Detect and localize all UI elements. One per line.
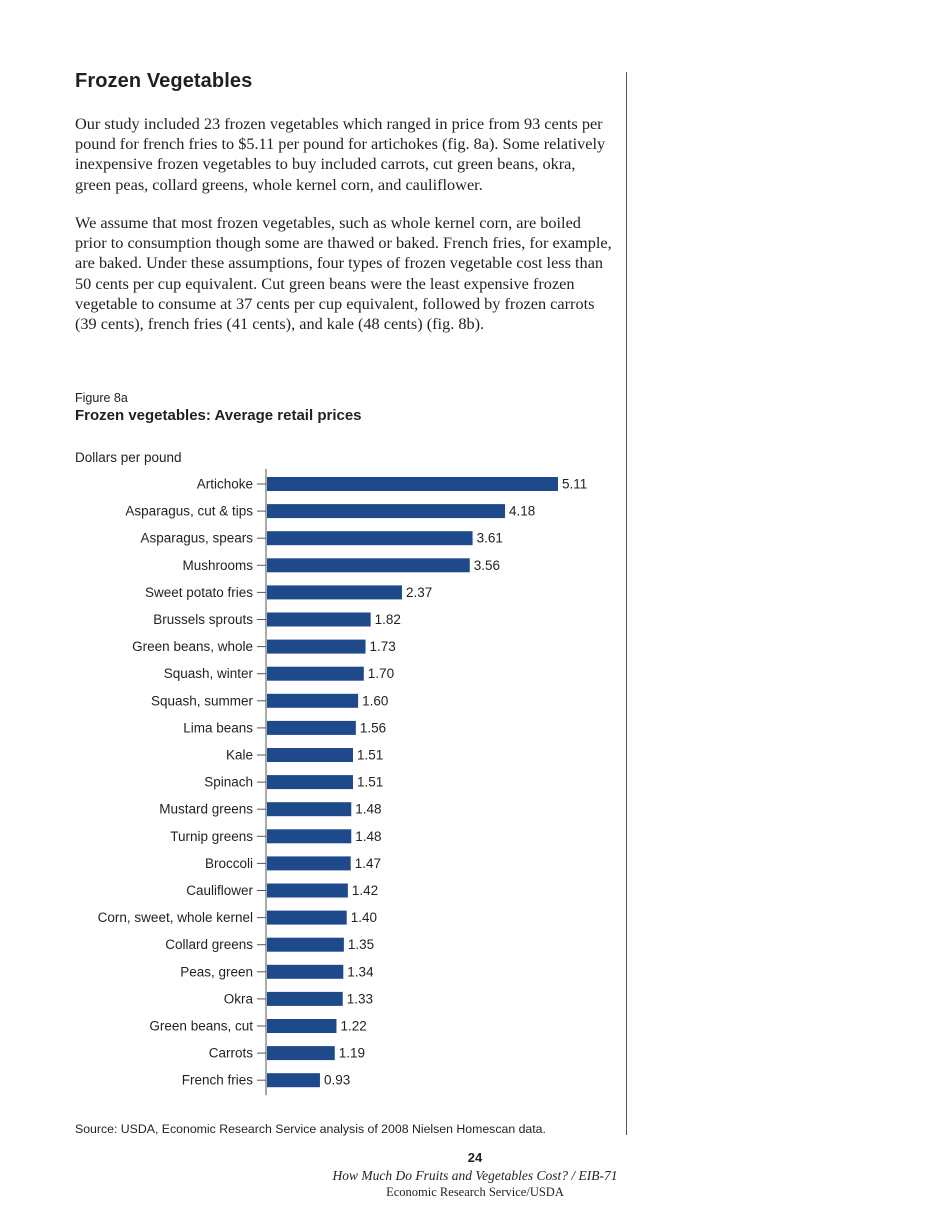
page-number: 24 bbox=[467, 1150, 483, 1165]
chart-value-label: 1.19 bbox=[338, 1045, 366, 1061]
chart-category-label: Squash, winter bbox=[163, 666, 253, 682]
chart-bar bbox=[267, 1046, 335, 1060]
chart-value-label: 1.73 bbox=[369, 639, 396, 655]
chart-category-label: Brussels sprouts bbox=[153, 612, 253, 627]
chart-category-label: Squash, summer bbox=[150, 693, 253, 709]
chart-value-label: 1.42 bbox=[351, 883, 379, 898]
chart-value-label: 1.47 bbox=[354, 855, 381, 871]
chart-bar bbox=[267, 884, 348, 898]
chart-category-label: Mustard greens bbox=[159, 801, 253, 817]
chart-value-label: 1.60 bbox=[362, 693, 389, 709]
chart-value-label: 1.56 bbox=[359, 720, 387, 736]
chart-bar bbox=[267, 694, 358, 708]
chart-category-label: Carrots bbox=[208, 1045, 253, 1061]
chart-category-label: Asparagus, spears bbox=[140, 530, 253, 546]
chart-value-label: 1.82 bbox=[374, 612, 401, 627]
chart-category-label: Corn, sweet, whole kernel bbox=[97, 910, 253, 926]
bar-chart bbox=[0, 460, 640, 1100]
chart-category-label: Artichoke bbox=[196, 476, 253, 492]
chart-value-label: 1.33 bbox=[346, 991, 374, 1007]
chart-value-label: 4.18 bbox=[509, 503, 536, 519]
chart-bar bbox=[267, 585, 402, 599]
chart-value-label: 5.11 bbox=[562, 476, 588, 492]
chart-value-label: 1.51 bbox=[356, 747, 384, 763]
chart-bar bbox=[267, 613, 371, 627]
body-paragraph-1: Our study included 23 frozen vegetables which ranged in price from 93 cents per pound for french fries to $5.11 per pound for artichokes (fig. 8a). Some relatively inexpensive frozen vegetables to buy included carrots, cut green beans, okra, green peas, collard greens, whole kernel corn, and cauliflower. bbox=[75, 114, 606, 194]
chart-bar bbox=[267, 477, 558, 491]
chart-bar bbox=[267, 504, 505, 518]
chart-bar bbox=[267, 965, 343, 979]
chart-value-label: 3.56 bbox=[473, 557, 501, 573]
chart-bar bbox=[267, 1073, 320, 1087]
chart-category-label: Green beans, cut bbox=[149, 1018, 253, 1034]
chart-value-label: 2.37 bbox=[405, 584, 433, 600]
chart-bar bbox=[267, 802, 351, 816]
chart-category-label: Collard greens bbox=[165, 937, 253, 953]
chart-bar bbox=[267, 558, 470, 572]
chart-unit-label: Dollars per pound bbox=[75, 450, 182, 465]
chart-bar bbox=[267, 531, 473, 545]
chart-category-label: Cauliflower bbox=[186, 883, 253, 898]
chart-bar bbox=[267, 667, 364, 681]
chart-category-label: Asparagus, cut & tips bbox=[125, 503, 253, 519]
footer-organization: Economic Research Service/USDA bbox=[386, 1185, 564, 1199]
chart-bar bbox=[267, 992, 343, 1006]
chart-bar bbox=[267, 938, 344, 952]
chart-value-label: 0.93 bbox=[323, 1072, 351, 1088]
chart-bar bbox=[267, 911, 347, 925]
chart-value-label: 1.70 bbox=[367, 666, 395, 682]
chart-value-label: 1.22 bbox=[340, 1018, 367, 1034]
chart-category-label: Green beans, whole bbox=[132, 639, 253, 655]
chart-bar bbox=[267, 829, 351, 843]
chart-bar bbox=[267, 721, 356, 735]
chart-category-label: Broccoli bbox=[204, 855, 253, 871]
chart-category-label: Peas, green bbox=[180, 964, 253, 980]
chart-category-label: Mushrooms bbox=[182, 557, 253, 573]
chart-value-label: 1.48 bbox=[355, 828, 382, 844]
chart-category-label: Okra bbox=[223, 991, 253, 1007]
chart-bar bbox=[267, 640, 366, 654]
chart-category-label: Kale bbox=[225, 747, 253, 763]
footer-publication-title: How Much Do Fruits and Vegetables Cost? / EIB-71 bbox=[332, 1168, 618, 1183]
chart-bar bbox=[267, 1019, 336, 1033]
chart-category-label: Sweet potato fries bbox=[144, 584, 253, 600]
chart-value-label: 1.48 bbox=[355, 801, 382, 817]
figure-label: Figure 8a bbox=[75, 391, 128, 405]
chart-bar bbox=[267, 748, 353, 762]
chart-category-label: Lima beans bbox=[183, 720, 253, 736]
chart-value-label: 1.40 bbox=[350, 910, 378, 926]
chart-bar bbox=[267, 775, 353, 789]
chart-category-label: Turnip greens bbox=[170, 828, 253, 844]
chart-category-label: Spinach bbox=[204, 774, 253, 790]
chart-value-label: 1.35 bbox=[347, 937, 375, 953]
figure-source-note: Source: USDA, Economic Research Service analysis of 2008 Nielsen Homescan data. bbox=[75, 1122, 546, 1136]
body-paragraph-2: We assume that most frozen vegetables, such as whole kernel corn, are boiled prior to consumption though some are thawed or baked. French fries, for example, are baked. Under these assumptions, four types of frozen vegetable cost less than 50 cents per cup equivalent. Cut green beans were the least expensive frozen vegetable to consume at 37 cents per cup equivalent, followed by frozen carrots (39 cents), french fries (41 cents), and kale (48 cents) (fig. 8b). bbox=[75, 213, 612, 334]
chart-value-label: 1.51 bbox=[356, 774, 384, 790]
chart-category-label: French fries bbox=[181, 1072, 253, 1088]
chart-value-label: 1.34 bbox=[347, 964, 374, 980]
chart-bar bbox=[267, 856, 351, 870]
page-title: Frozen Vegetables bbox=[75, 70, 253, 92]
figure-title: Frozen vegetables: Average retail prices bbox=[75, 407, 362, 424]
chart-value-label: 3.61 bbox=[476, 530, 503, 546]
